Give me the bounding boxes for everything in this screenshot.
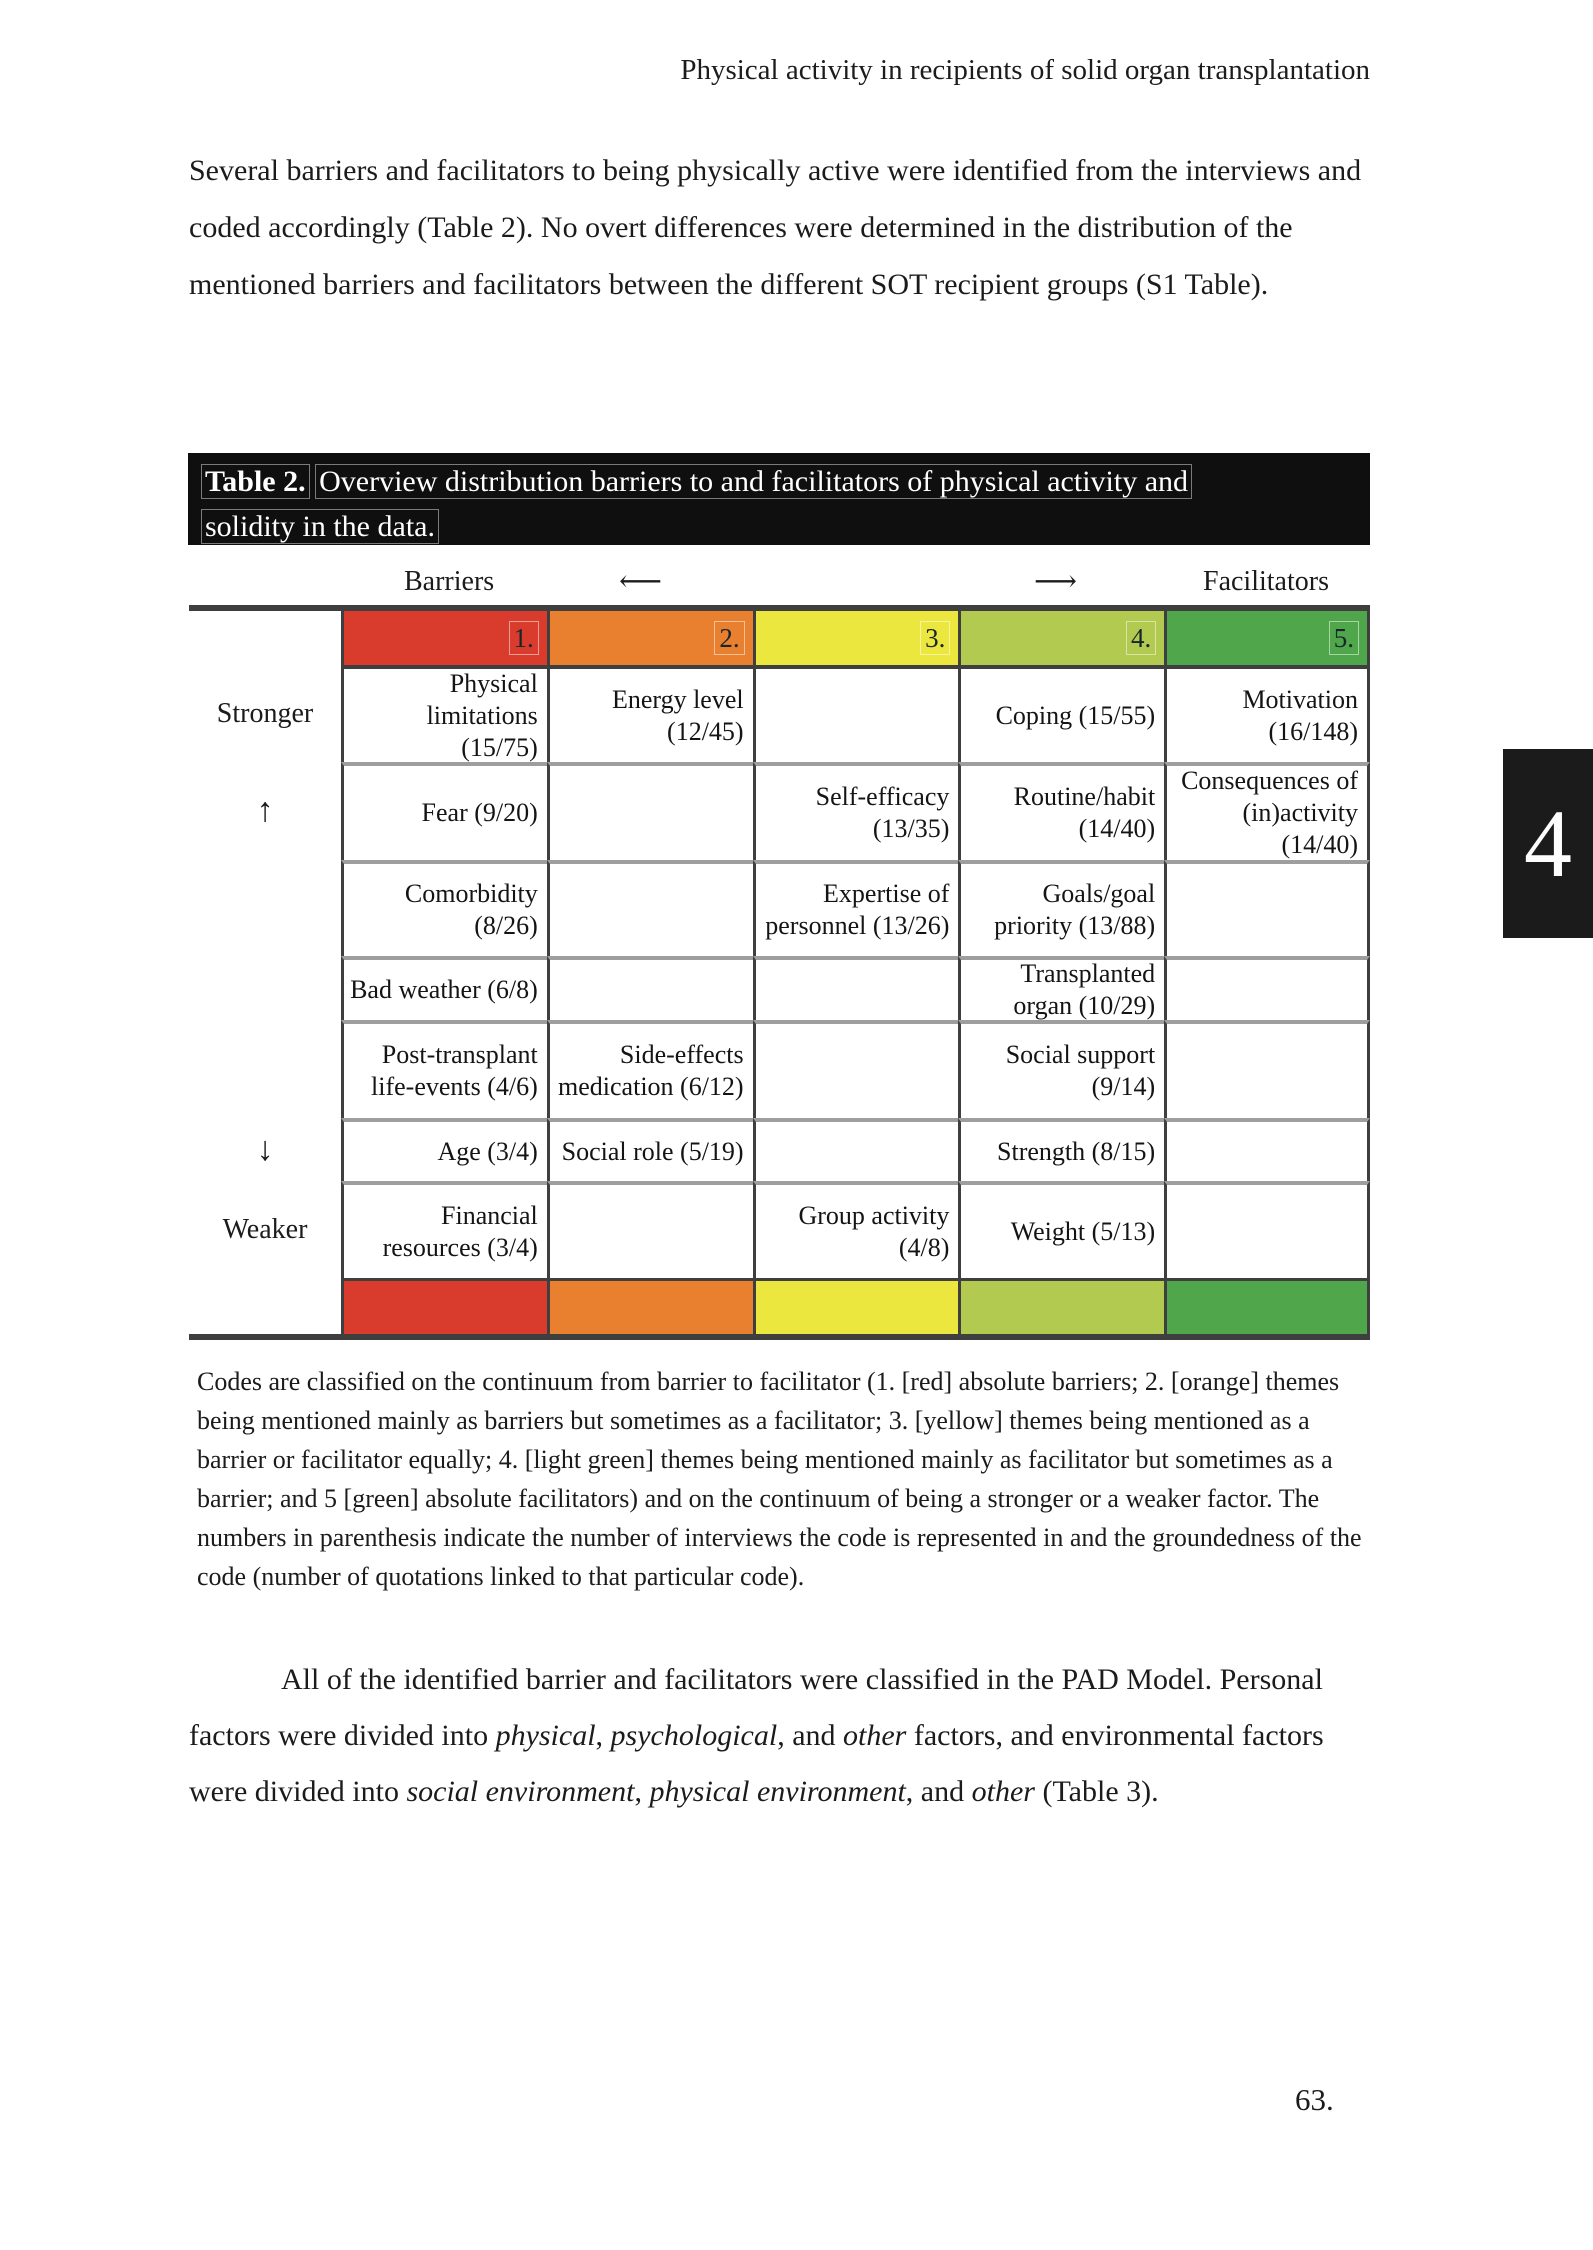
table-cell: Coping (15/55) <box>958 665 1164 762</box>
intro-paragraph: Several barriers and facilitators to being physically active were identified from the interviews and coded accordingly (Table 2). No overt differences were determined in the distribution of the mentioned barriers and facilitators between the different SOT recipient groups (S1 Table). <box>189 154 1362 301</box>
table-title-line1 <box>202 459 1370 504</box>
table-cell: Group activity (4/8) <box>753 1181 959 1278</box>
table-cell: Motivation (16/148) <box>1164 665 1370 762</box>
italic-term: other <box>971 1775 1035 1808</box>
table-cell: Post-transplant life-events (4/6) <box>341 1020 547 1118</box>
scale-cell-1 <box>341 611 547 665</box>
text-segment: , <box>634 1775 650 1808</box>
continuum-axis-row <box>189 566 1370 606</box>
table-cell <box>547 1181 753 1278</box>
table-cell <box>547 956 753 1020</box>
table-cell <box>753 1020 959 1118</box>
scale-number: 2. <box>715 622 743 654</box>
row-label-weaker: Weaker <box>189 1181 341 1278</box>
label-cell-empty <box>189 1278 341 1334</box>
table-number-label: Table 2. <box>205 465 306 498</box>
text-segment: , <box>595 1719 611 1752</box>
table-cell: Expertise of personnel (13/26) <box>753 860 959 956</box>
table-cell <box>1164 1118 1370 1181</box>
table-cell: Side-effects medication (6/12) <box>547 1020 753 1118</box>
table-title-bar <box>188 453 1370 545</box>
table-cell: Fear (9/20) <box>341 762 547 860</box>
text-segment: , and <box>777 1719 844 1752</box>
italic-term: social environment <box>406 1775 635 1808</box>
footer-color-cell-1 <box>341 1278 547 1334</box>
scale-cell-5 <box>1164 611 1370 665</box>
italic-term: other <box>843 1719 907 1752</box>
facilitators-axis-label: Facilitators <box>1203 566 1329 597</box>
footer-color-cell-4 <box>958 1278 1164 1334</box>
barriers-axis-label: Barriers <box>404 566 495 597</box>
table-cell: Transplanted organ (10/29) <box>958 956 1164 1020</box>
row-label-empty <box>189 956 341 1020</box>
table-cell: Comorbidity (8/26) <box>341 860 547 956</box>
left-arrow-icon: ⟵ <box>619 565 663 598</box>
table-cell: Financial resources (3/4) <box>341 1181 547 1278</box>
scale-number: 1. <box>510 622 538 654</box>
row-label-up-arrow-icon: ↑ <box>189 762 341 860</box>
row-label-down-arrow-icon: ↓ <box>189 1118 341 1181</box>
table-caption: Codes are classified on the continuum from barrier to facilitator (1. [red] absolute barriers; 2. [orange] themes being mentioned mainly as barriers but sometimes as a facilitator; 3. [yellow] themes being mentioned as a barrier or facilitator equally; 4. [light green] themes being mentioned mainly as facilitator but sometimes as a barrier; and 5 [green] absolute facilitators) and on the continuum of being a stronger or a weaker factor. The numbers in parenthesis indicate the number of interviews the code is represented in and the groundedness of the code (number of quotations linked to that particular code). <box>197 1367 1362 1591</box>
label-cell-empty <box>189 611 341 665</box>
table-cell: Energy level (12/45) <box>547 665 753 762</box>
table-title-text: Overview distribution barriers to and facilitators of physical activity and <box>316 465 1191 498</box>
running-head: Physical activity in recipients of solid organ transplantation <box>680 54 1370 86</box>
scale-cell-4 <box>958 611 1164 665</box>
italic-term: physical environment <box>649 1775 906 1808</box>
scale-number: 4. <box>1127 622 1155 654</box>
row-label-empty <box>189 860 341 956</box>
scale-number: 5. <box>1330 622 1358 654</box>
table-cell: Physical limitations (15/75) <box>341 665 547 762</box>
table-cell: Social support (9/14) <box>958 1020 1164 1118</box>
table-cell <box>753 1118 959 1181</box>
table-cell <box>753 956 959 1020</box>
scale-cell-2 <box>547 611 753 665</box>
italic-term: physical <box>495 1719 596 1752</box>
row-label-stronger: Stronger <box>189 665 341 762</box>
table-cell: Weight (5/13) <box>958 1181 1164 1278</box>
table-cell <box>753 665 959 762</box>
footer-color-cell-2 <box>547 1278 753 1334</box>
row-label-empty <box>189 1020 341 1118</box>
table-cell: Social role (5/19) <box>547 1118 753 1181</box>
text-segment: All of the identified barrier and facilitators were classified in the PAD Model. Personal factors were divided into <box>189 1663 1323 1752</box>
table-cell <box>1164 1020 1370 1118</box>
table-cell: Goals/goal priority (13/88) <box>958 860 1164 956</box>
italic-term: psychological <box>610 1719 778 1752</box>
scale-cell-3 <box>753 611 959 665</box>
page-number: 63. <box>1295 2082 1334 2117</box>
table-cell <box>547 762 753 860</box>
table-cell <box>1164 956 1370 1020</box>
text-segment: factors, and environmental factors were divided into <box>189 1719 1324 1808</box>
scale-number: 3. <box>921 622 949 654</box>
table-title-line2: solidity in the data. <box>202 504 1370 549</box>
table-cell <box>1164 860 1370 956</box>
table-cell: Routine/habit (14/40) <box>958 762 1164 860</box>
table-cell <box>547 860 753 956</box>
barriers-facilitators-table <box>189 605 1370 1340</box>
footer-color-cell-3 <box>753 1278 959 1334</box>
table-cell: Consequences of (in)activity (14/40) <box>1164 762 1370 860</box>
right-arrow-icon: ⟶ <box>1034 565 1078 598</box>
closing-paragraph <box>189 1652 1374 1820</box>
table-cell: Strength (8/15) <box>958 1118 1164 1181</box>
table-cell <box>1164 1181 1370 1278</box>
chapter-number: 4 <box>1524 790 1572 897</box>
table-cell: Bad weather (6/8) <box>341 956 547 1020</box>
table-cell: Age (3/4) <box>341 1118 547 1181</box>
text-segment: , and <box>905 1775 972 1808</box>
table-cell: Self-efficacy (13/35) <box>753 762 959 860</box>
chapter-tab <box>1503 749 1593 938</box>
footer-color-cell-5 <box>1164 1278 1370 1334</box>
text-segment: (Table 3). <box>1034 1775 1159 1808</box>
